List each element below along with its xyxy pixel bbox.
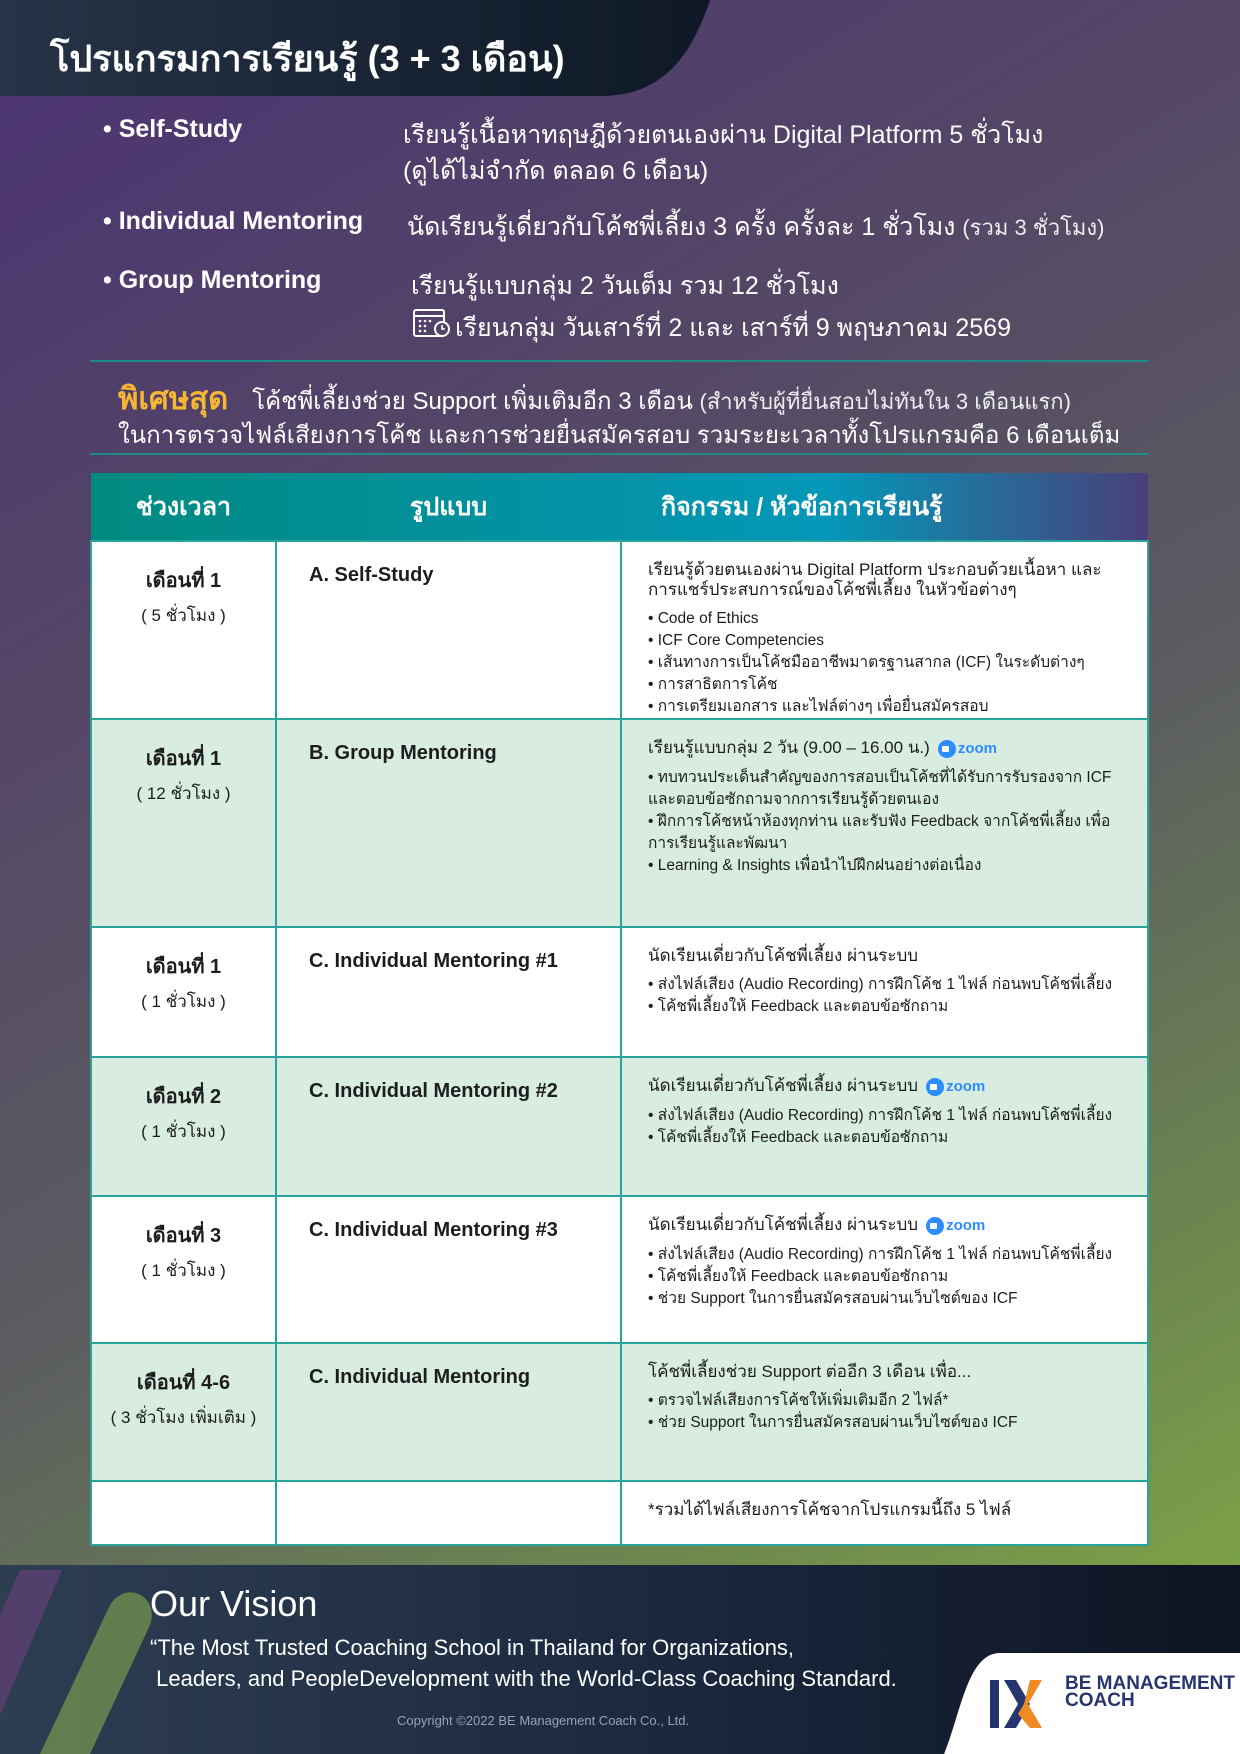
header-period: ช่วงเวลา [135,492,232,521]
hours: ( 1 ชั่วโมง ) [141,992,226,1011]
be-logo-mark [988,1678,1056,1730]
period-cell [91,1343,276,1481]
activity-bullet: • เส้นทางการเป็นโค้ชมืออาชีพมาตรฐานสากล (ICF) ในระดับต่างๆ [648,652,1127,674]
format-cell: C. Individual Mentoring #3 [276,1196,621,1343]
vision-title: Our Vision [150,1583,318,1624]
activity-cell [621,1481,1148,1545]
decorative-stripes [0,1565,160,1754]
format-cell [276,1481,621,1545]
period-cell [91,927,276,1057]
group-schedule: เรียนกลุ่ม วันเสาร์ที่ 2 และ เสาร์ที่ 9 พฤษภาคม 2569 [455,314,1011,342]
activity-intro: เรียนรู้แบบกลุ่ม 2 วัน (9.00 – 16.00 น.) [648,738,930,757]
format-cell: A. Self-Study [276,541,621,719]
period: เดือนที่ 1 [145,956,222,978]
table-row [91,1196,1148,1343]
special-highlight: พิเศษสุด [118,381,229,416]
activity-bullet: • ส่งไฟล์เสียง (Audio Recording) การฝึกโค้ช 1 ไฟล์ ก่อนพบโค้ชพี่เลี้ยง [648,974,1127,996]
zoom-logo [938,739,997,759]
divider [90,453,1149,455]
activity-intro: *รวมได้ไฟล์เสียงการโค้ชจากโปรแกรมนี้ถึง 5 ไฟล์ [648,1500,1012,1519]
format-cell: B. Group Mentoring [276,719,621,927]
zoom-logo [926,1216,985,1236]
table-row [91,1057,1148,1196]
activity-bullet: • การเตรียมเอกสาร และไฟล์ต่างๆ เพื่อยื่นสมัครสอบ [648,696,1127,718]
activity-bullet: • ส่งไฟล์เสียง (Audio Recording) การฝึกโค้ช 1 ไฟล์ ก่อนพบโค้ชพี่เลี้ยง [648,1105,1127,1127]
activity-intro: นัดเรียนเดี่ยวกับโค้ชพี่เลี้ยง ผ่านระบบ [648,1076,919,1095]
zoom-label: zoom [957,739,997,757]
hours: ( 1 ชั่วโมง ) [141,1261,226,1280]
activity-cell [621,719,1148,927]
table-row [91,927,1148,1057]
header-format: รูปแบบ [409,492,488,521]
activity-bullet: • Learning & Insights เพื่อนำไปฝึกฝนอย่างต่อเนื่อง [648,855,1127,877]
activity-bullet: • ส่งไฟล์เสียง (Audio Recording) การฝึกโค้ช 1 ไฟล์ ก่อนพบโค้ชพี่เลี้ยง [648,1244,1127,1266]
program-label: • Self-Study [103,115,243,143]
activity-list [648,1390,1127,1434]
program-desc: นัดเรียนรู้เดี่ยวกับโค้ชพี่เลี้ยง 3 ครั้ง ครั้งละ 1 ชั่วโมง [407,213,956,241]
hours: ( 3 ชั่วโมง เพิ่มเติม ) [110,1408,257,1427]
activity-intro: นัดเรียนเดี่ยวกับโค้ชพี่เลี้ยง ผ่านระบบ [648,1215,919,1234]
program-desc: เรียนรู้เนื้อหาทฤษฎีด้วยตนเองผ่าน Digital Platform 5 ชั่วโมง [403,121,1044,149]
table-row [91,1481,1148,1545]
activity-intro: นัดเรียนเดี่ยวกับโค้ชพี่เลี้ยง ผ่านระบบ [648,946,919,965]
hours: ( 12 ชั่วโมง ) [136,784,231,803]
period: เดือนที่ 3 [145,1225,222,1247]
format-cell: C. Individual Mentoring #2 [276,1057,621,1196]
program-desc-2: (ดูได้ไม่จำกัด ตลอด 6 เดือน) [403,157,709,185]
zoom-camera-icon [938,740,956,758]
hours: ( 1 ชั่วโมง ) [141,1122,226,1141]
activity-list [648,608,1127,718]
period-cell [91,1196,276,1343]
program-label: • Group Mentoring [103,266,322,294]
activity-bullet: • โค้ชพี่เลี้ยงให้ Feedback และตอบข้อซักถาม [648,1127,1127,1149]
hours: ( 5 ชั่วโมง ) [141,606,226,625]
activity-list [648,767,1127,877]
header-activity: กิจกรรม / หัวข้อการเรียนรู้ [661,492,943,521]
zoom-camera-icon [926,1217,944,1235]
program-desc: เรียนรู้แบบกลุ่ม 2 วันเต็ม รวม 12 ชั่วโมง [411,272,839,300]
activity-intro: เรียนรู้ด้วยตนเองผ่าน Digital Platform ประกอบด้วยเนื้อหา และการแชร์ประสบการณ์ของโค้ชพี่เลี้ยง ในหัวข้อต่างๆ [648,560,1102,599]
period: เดือนที่ 1 [145,748,222,770]
special-line-1-note: (สำหรับผู้ที่ยื่นสอบไม่ทันใน 3 เดือนแรก) [699,389,1071,414]
period: เดือนที่ 1 [145,570,222,592]
activity-list [648,1105,1127,1149]
format-cell: C. Individual Mentoring [276,1343,621,1481]
activity-cell [621,1196,1148,1343]
vision-quote: “The Most Trusted Coaching School in Thailand for Organizations, Leaders, and PeopleDevelopment with the World-Class Coaching Standard. [150,1635,897,1691]
activity-bullet: • โค้ชพี่เลี้ยงให้ Feedback และตอบข้อซักถาม [648,996,1127,1018]
activity-cell [621,1057,1148,1196]
format-cell: C. Individual Mentoring #1 [276,927,621,1057]
activity-bullet: • Code of Ethics [648,608,1127,630]
program-schedule-table [90,473,1149,1546]
special-line-1: โค้ชพี่เลี้ยงช่วย Support เพิ่มเติมอีก 3 เดือน [252,388,693,415]
special-line-2: ในการตรวจไฟล์เสียงการโค้ช และการช่วยยื่นสมัครสอบ รวมระยะเวลาทั้งโปรแกรมคือ 6 เดือนเต็ม [118,422,1121,449]
period-cell [91,1481,276,1545]
calendar-clock-icon [413,306,451,338]
activity-bullet: • ตรวจไฟล์เสียงการโค้ชให้เพิ่มเติมอีก 2 ไฟล์* [648,1390,1127,1412]
activity-cell [621,1343,1148,1481]
activity-intro: โค้ชพี่เลี้ยงช่วย Support ต่ออีก 3 เดือน เพื่อ... [648,1362,972,1381]
activity-cell [621,927,1148,1057]
copyright: Copyright ©2022 BE Management Coach Co., Ltd. [397,1713,690,1728]
table-row [91,541,1148,719]
activity-bullet: • การสาธิตการโค้ช [648,674,1127,696]
divider [90,360,1149,362]
table-header-row [91,473,1148,541]
zoom-label: zoom [946,1216,986,1234]
program-desc-small: (รวม 3 ชั่วโมง) [962,215,1105,240]
zoom-logo [926,1077,985,1097]
period: เดือนที่ 2 [145,1086,222,1108]
period: เดือนที่ 4-6 [136,1372,231,1394]
table-row [91,1343,1148,1481]
activity-bullet: • ICF Core Competencies [648,630,1127,652]
program-label: • Individual Mentoring [103,207,364,235]
table-row [91,719,1148,927]
activity-bullet: • ช่วย Support ในการยื่นสมัครสอบผ่านเว็บไซต์ของ ICF [648,1412,1127,1434]
zoom-camera-icon [926,1078,944,1096]
activity-bullet: • ทบทวนประเด็นสำคัญของการสอบเป็นโค้ชที่ได้รับการรับรองจาก ICF และตอบข้อซักถามจากการเรียนรู้ด้วยตนเอง [648,767,1127,811]
period-cell [91,541,276,719]
period-cell [91,1057,276,1196]
period-cell [91,719,276,927]
activity-list [648,974,1127,1018]
page-title: โปรแกรมการเรียนรู้ (3 + 3 เดือน) [50,38,565,79]
activity-cell [621,541,1148,719]
activity-bullet: • โค้ชพี่เลี้ยงให้ Feedback และตอบข้อซักถาม [648,1266,1127,1288]
activity-list [648,1244,1127,1310]
activity-bullet: • ช่วย Support ในการยื่นสมัครสอบผ่านเว็บไซต์ของ ICF [648,1288,1127,1310]
logo-text: BE MANAGEMENT COACH [1065,1673,1235,1711]
zoom-label: zoom [946,1077,986,1095]
activity-bullet: • ฝึกการโค้ชหน้าห้องทุกท่าน และรับฟัง Feedback จากโค้ชพี่เลี้ยง เพื่อการเรียนรู้และพัฒนา [648,811,1127,855]
footer [0,1565,1240,1754]
